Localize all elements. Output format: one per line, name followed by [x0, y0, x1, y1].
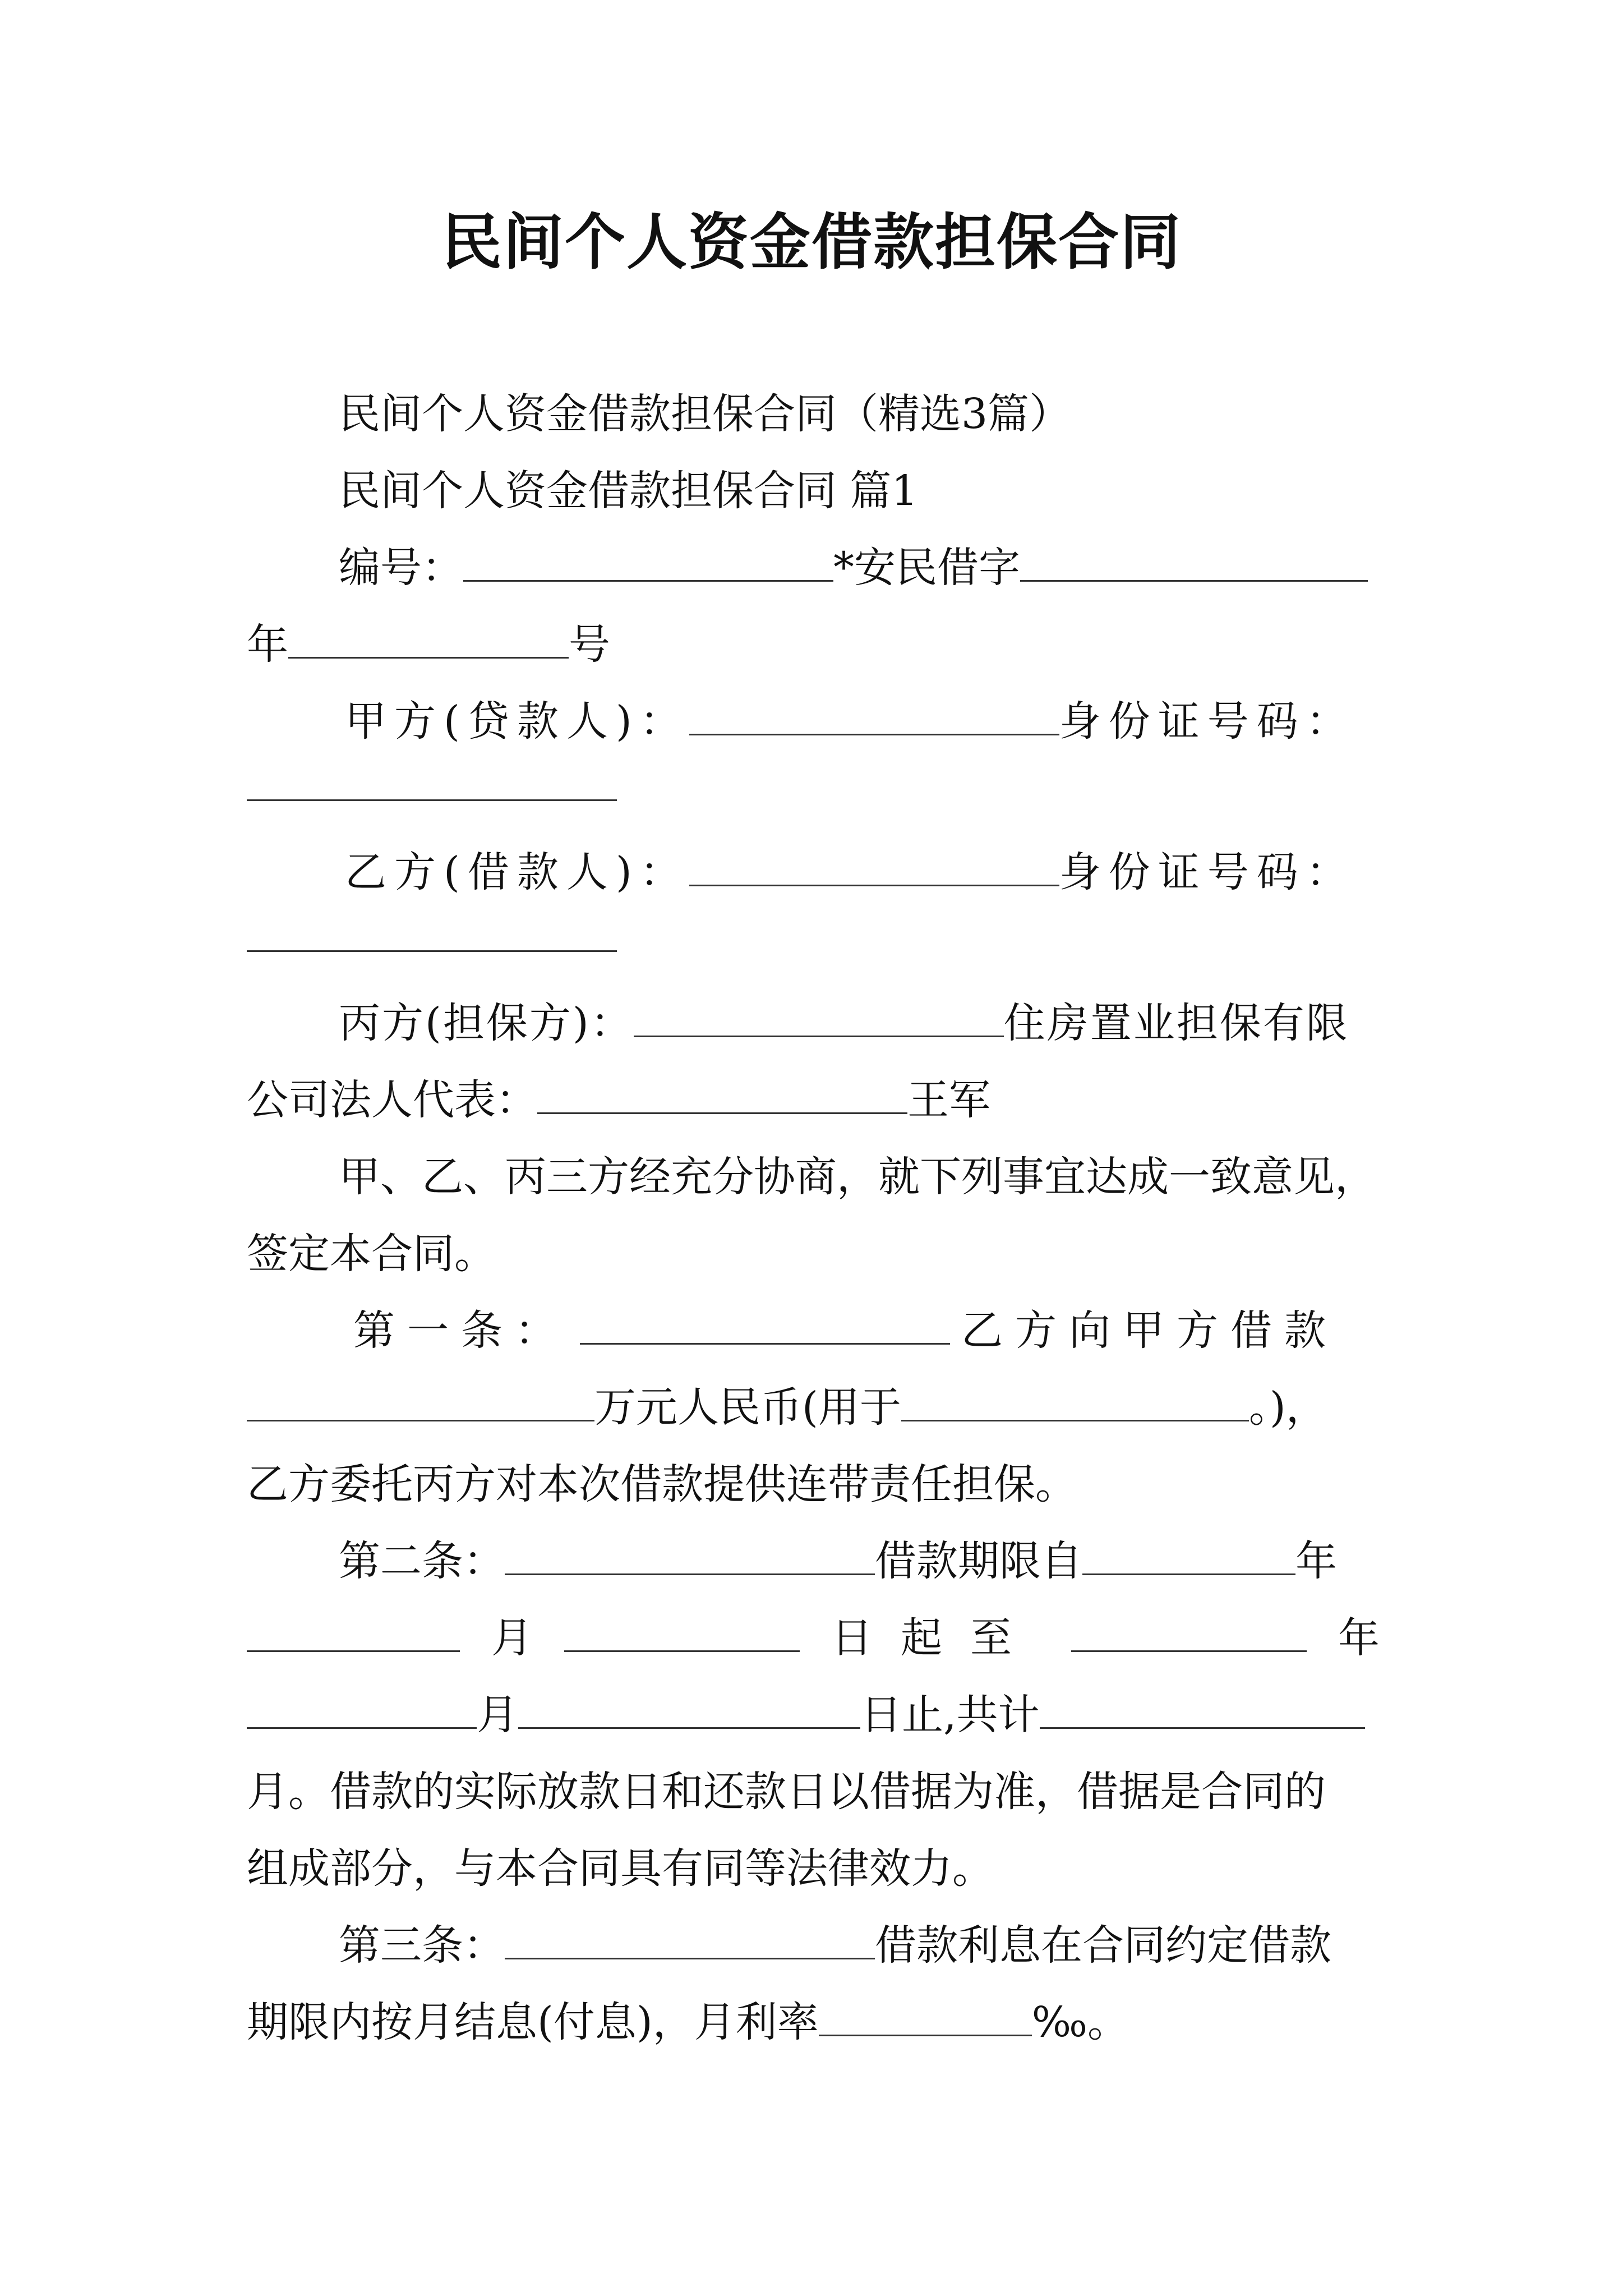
article-2-line-4: 月。借款的实际放款日和还款日以借据为准，借据是合同的 — [247, 1768, 1326, 1816]
blank-field[interactable] — [689, 692, 1059, 735]
article-1-line-3: 乙方委托丙方对本次借款提供连带责任担保。 — [247, 1460, 1077, 1508]
contract-number-line — [247, 530, 1380, 606]
article-3-line-2 — [247, 1984, 1380, 2061]
article-2-line-2 — [247, 1600, 1380, 1677]
blank-field[interactable] — [247, 758, 617, 801]
id-label: 身份证号码： — [1059, 697, 1355, 746]
year-text-2: 年 — [1338, 1614, 1380, 1662]
party-b-id-line — [247, 900, 1380, 977]
party-c-rep-line — [247, 1062, 1380, 1139]
article-2-line-5: 组成部分，与本合同具有同等法律效力。 — [247, 1844, 994, 1893]
year-text: 年 — [1295, 1537, 1337, 1585]
agreement-line-2: 签定本合同。 — [247, 1230, 496, 1278]
article-1-mid: 万元人民币(用于 — [594, 1383, 901, 1432]
blank-field[interactable] — [505, 1916, 875, 1959]
blank-field[interactable] — [634, 994, 1004, 1037]
blank-field[interactable] — [247, 909, 617, 952]
party-c-rep-label: 公司法人代表： — [247, 1076, 537, 1124]
blank-field[interactable] — [1071, 1609, 1307, 1652]
blank-field[interactable] — [288, 615, 569, 659]
article-2-line-1 — [247, 1523, 1380, 1600]
article-1-text: 乙方向甲方借款 — [961, 1306, 1338, 1355]
month-text-2: 月 — [477, 1691, 518, 1739]
blank-field[interactable] — [689, 843, 1059, 886]
blank-field[interactable] — [247, 1609, 460, 1652]
blank-field[interactable] — [1082, 1532, 1295, 1575]
article-1-line-2 — [247, 1369, 1380, 1446]
chapter-heading: 民间个人资金借款担保合同 篇1 — [339, 467, 918, 515]
party-c-rep-name: 王军 — [907, 1076, 990, 1124]
article-3-label: 第三条： — [339, 1921, 505, 1970]
party-a-label: 甲方(贷款人)： — [345, 697, 689, 746]
article-3-line-2-b: ‰。 — [1031, 1998, 1129, 2046]
article-1-label: 第一条： — [353, 1306, 569, 1355]
party-b-label: 乙方(借款人)： — [345, 848, 689, 896]
article-2-text: 借款期限自 — [875, 1537, 1082, 1585]
party-a-id-line — [247, 749, 1380, 826]
blank-field[interactable] — [1020, 539, 1368, 582]
contract-number-line-2 — [247, 606, 1380, 683]
blank-field[interactable] — [580, 1301, 950, 1345]
party-c-label: 丙方(担保方)： — [339, 999, 634, 1047]
number-label: 编号： — [339, 544, 463, 592]
subtitle: 民间个人资金借款担保合同（精选3篇） — [339, 390, 1071, 438]
month-text: 月 — [491, 1614, 533, 1662]
id-label-b: 身份证号码： — [1059, 848, 1355, 896]
article-1-line-1 — [247, 1292, 1380, 1369]
blank-field[interactable] — [247, 1378, 594, 1421]
blank-field[interactable] — [247, 1686, 477, 1729]
article-3-line-2-a: 期限内按月结息(付息)，月利率 — [247, 1998, 819, 2046]
day-end-text: 日止,共计 — [860, 1691, 1040, 1739]
article-2-label: 第二条： — [339, 1537, 505, 1585]
blank-field[interactable] — [537, 1071, 907, 1114]
number-end-text: 号 — [569, 620, 610, 669]
blank-field[interactable] — [505, 1532, 875, 1575]
blank-field[interactable] — [564, 1609, 800, 1652]
article-2-line-3 — [247, 1677, 1380, 1754]
agreement-line-1: 甲、乙、丙三方经充分协商，就下列事宜达成一致意见， — [339, 1153, 1376, 1201]
document-body — [247, 376, 1380, 2061]
blank-field[interactable] — [901, 1378, 1249, 1421]
party-c-line — [247, 985, 1380, 1062]
article-3-text: 借款利息在合同约定借款 — [875, 1921, 1331, 1970]
day-from-text: 日起至 — [831, 1614, 1040, 1662]
blank-field[interactable] — [518, 1686, 860, 1729]
blank-field[interactable] — [1040, 1686, 1365, 1729]
document-title: 民间个人资金借款担保合同 — [441, 207, 1182, 278]
number-mid-text: *安民借字 — [833, 544, 1020, 592]
blank-field[interactable] — [463, 539, 833, 582]
blank-field[interactable] — [819, 1993, 1032, 2036]
article-3-line-1 — [247, 1907, 1380, 1984]
year-label: 年 — [247, 620, 288, 669]
article-1-end: 。)， — [1248, 1383, 1327, 1432]
party-c-company: 住房置业担保有限 — [1003, 999, 1349, 1047]
